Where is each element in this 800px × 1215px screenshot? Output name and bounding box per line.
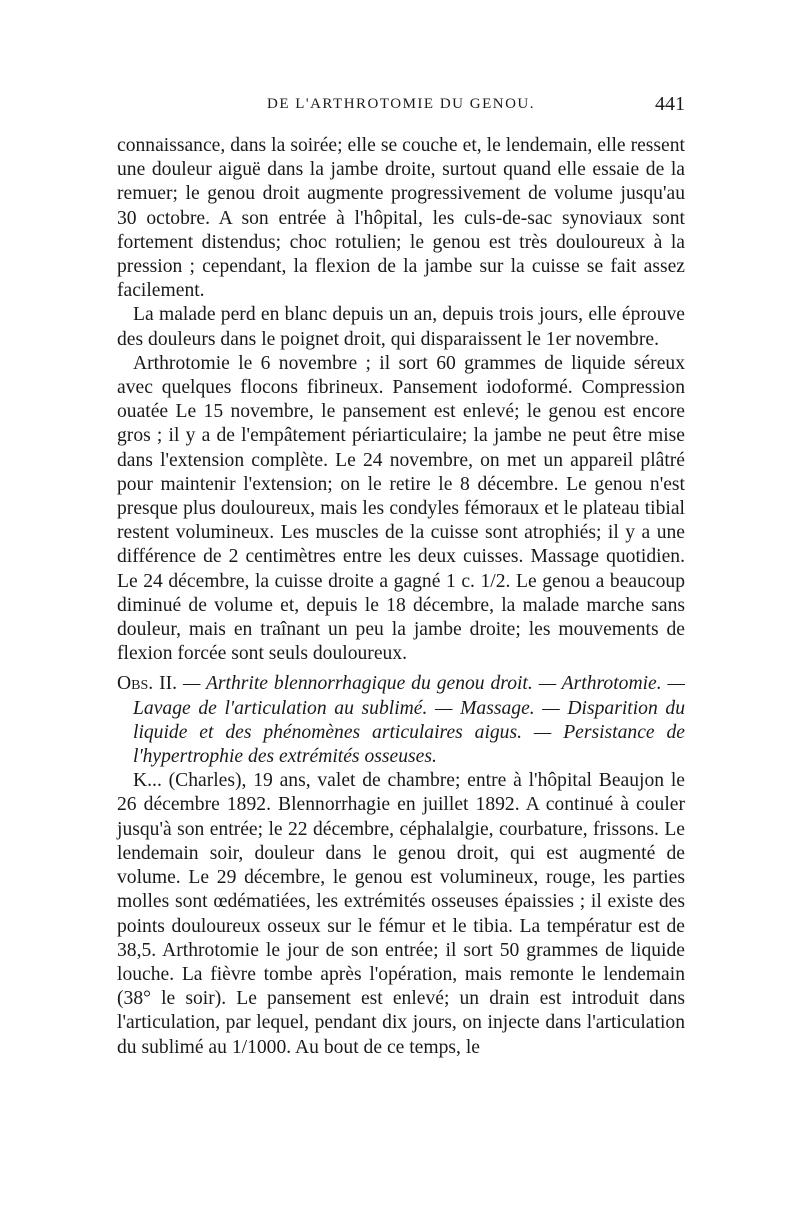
paragraph: La malade perd en blanc depuis un an, depuis trois jours, elle éprouve des douleurs dans le poignet droit, qui disparaissent le 1er novembre. <box>117 304 685 350</box>
observation-label: Obs. II. <box>117 673 178 695</box>
page-header <box>117 93 685 126</box>
paragraph: Arthrotomie le 6 novembre ; il sort 60 grammes de liquide séreux avec quelques flocons fibrineux. Pansement iodoformé. Compression ouatée Le 15 novembre, le pansement est enlevé; le genou est encore gros ; il y a de l'empâtement périarticulaire; la jambe ne peut être mise dans l'extension complète. Le 24 novembre, on met un appareil plâtré pour maintenir l'extension; on le retire le 8 décembre. Le genou n'est presque plus douloureux, mais les condyles fémoraux et le plateau tibial restent volumineux. Les muscles de la cuisse sont atrophiés; il y a une différence de 2 centimètres entre les deux cuisses. Massage quotidien. Le 24 décembre, la cuisse droite a gagné 1 c. 1/2. Le genou a beaucoup diminué de volume et, depuis le 18 décembre, la malade marche sans douleur, mais en traînant un peu la jambe droite; les mouvements de flexion forcée sont seuls douloureux. <box>117 352 685 665</box>
paragraph: connaissance, dans la soirée; elle se couche et, le lendemain, elle ressent une douleur aiguë dans la jambe droite, surtout quand elle essaie de la remuer; le genou droit augmente progressivement de volume jusqu'au 30 octobre. A son entrée à l'hôpital, les culs-de-sac synoviaux sont fortement distendus; choc rotulien; le genou est très douloureux à la pression ; cependant, la flexion de la jambe sur la cuisse se fait assez facilement. <box>117 135 685 302</box>
observation-heading <box>117 672 685 769</box>
observation-body: K... (Charles), 19 ans, valet de chambre; entre à l'hôpital Beaujon le 26 décembre 1892. Blennorrhagie en juillet 1892. A continué à couler jusqu'à son entrée; le 22 décembre, céphalalgie, courbature, frissons. Le lendemain soir, douleur dans le genou droit, qui est augmenté de volume. Le 29 décembre, le genou est volumineux, rouge, les parties molles sont œdématiées, les extrémités osseuses épaissies ; il existe des points douloureux osseux sur le fémur et le tibia. La températur est de 38,5. Arthrotomie le jour de son entrée; il sort 50 grammes de liquide louche. La fièvre tombe après l'opération, mais remonte le lendemain (38° le soir). Le pansement est enlevé; un drain est introduit dans l'articulation, par lequel, pendant dix jours, on injecte dans l'articulation du sublimé au 1/1000. Au bout de ce temps, le <box>117 770 685 1058</box>
page-number: 441 <box>655 93 685 115</box>
running-title: DE L'ARTHROTOMIE DU GENOU. <box>266 96 535 112</box>
body-text <box>117 134 685 1060</box>
observation-title: — Arthrite blennorrhagique du genou droit. — Arthrotomie. — Lavage de l'articulation au sublimé. — Massage. — Disparition du liquide et des phénomènes articulaires aigus. — Persistance de l'hypertrophie des extrémités osseuses. <box>133 673 685 768</box>
